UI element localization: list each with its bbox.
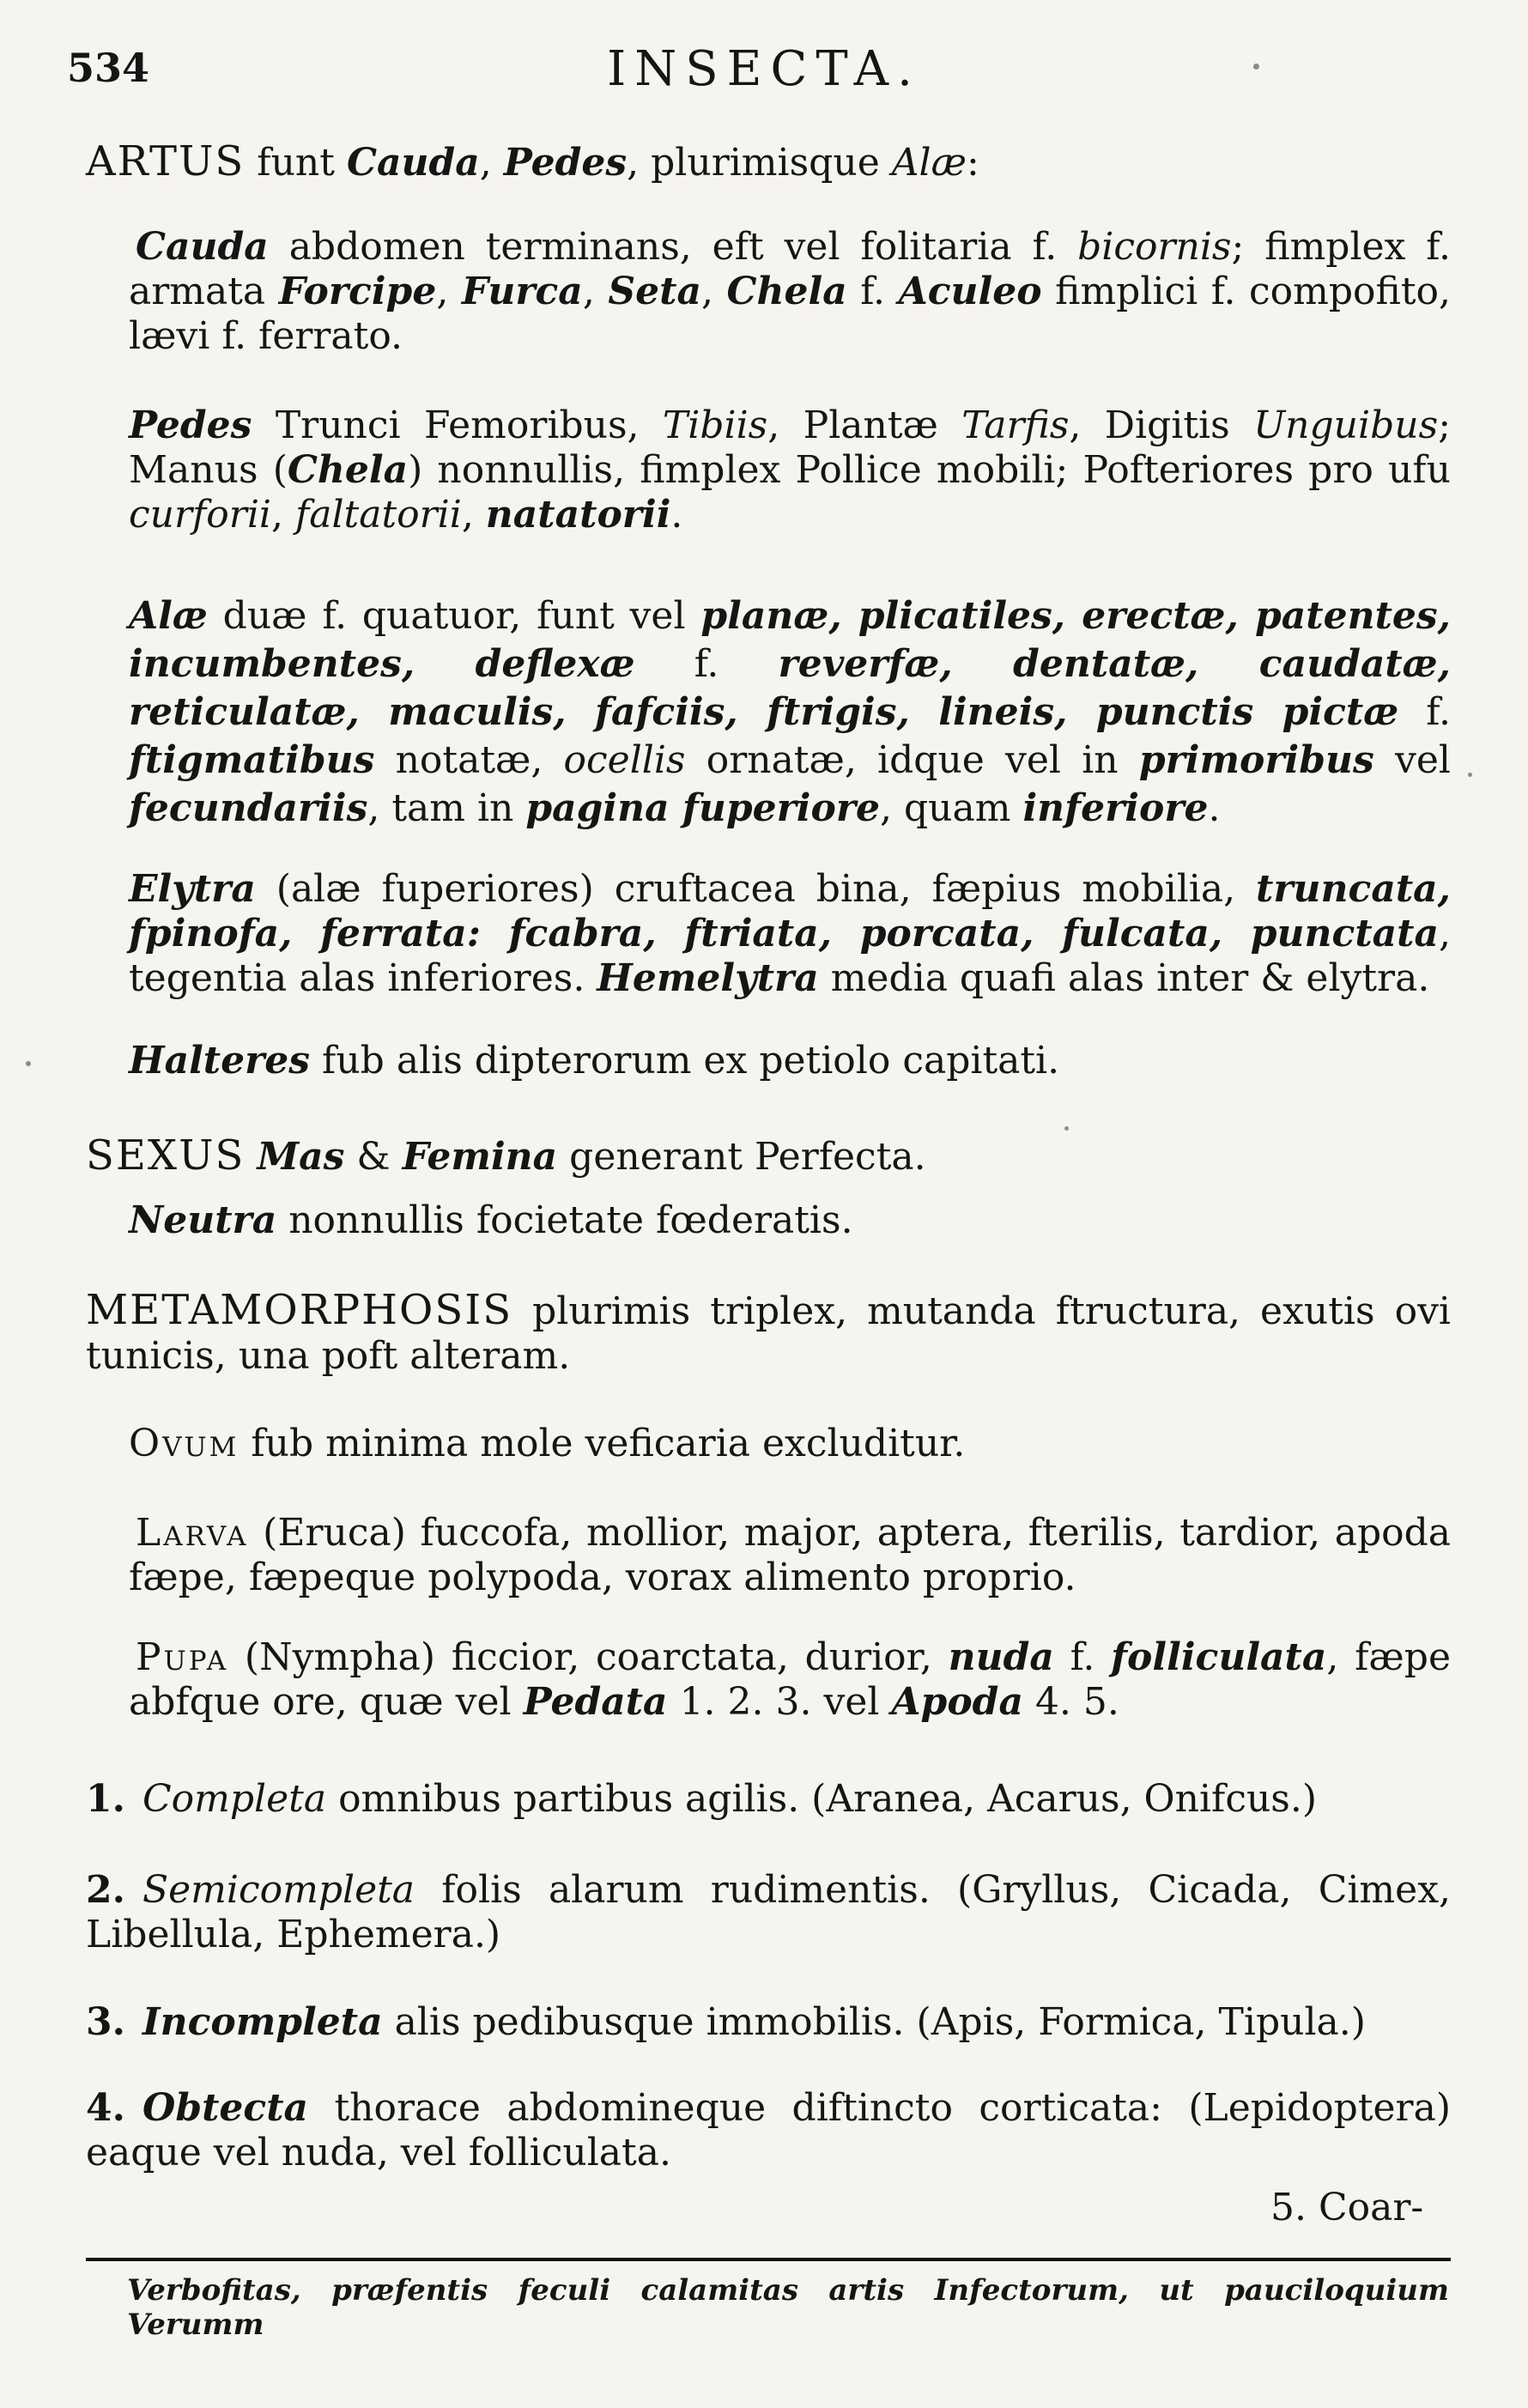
cauda-t1: abdomen terminans, eft vel folitaria f. — [268, 225, 1078, 269]
larva-t1: (Eruca) fuccofa, mollior, major, aptera, fterilis, tardior, apoda fæpe, fæpeque polypoda, vorax alimento proprio. — [129, 1511, 1451, 1599]
pedes-term: Pedes — [129, 403, 252, 447]
ovum-term: Ovum — [129, 1422, 240, 1465]
alae-t9: . — [1208, 786, 1221, 830]
type-desc: omnibus partibus agilis. (Aranea, Acarus, Onifcus.) — [326, 1777, 1318, 1821]
larva-paragraph — [129, 1511, 1451, 1600]
elytra-paragraph — [129, 867, 1451, 1001]
artus-text-b: , — [479, 141, 504, 185]
alae-pagina: pagina fuperiore — [525, 786, 881, 830]
pedes-t1: Trunci Femoribus, — [252, 403, 663, 447]
elytra-t1: (alæ fuperiores) cruftacea bina, fæpius mobilia, — [255, 867, 1257, 911]
cauda-chela: Chela — [726, 270, 847, 313]
cauda-t6: f. — [846, 270, 899, 313]
alae-t6: vel — [1373, 738, 1451, 782]
alae-secundariis: fecundariis — [129, 786, 368, 830]
pedes-t4: ; Manus ( — [129, 403, 1452, 492]
alae-t5: ornatæ, idque vel in — [685, 738, 1139, 782]
artus-head: ARTUS — [86, 137, 246, 185]
print-speck — [1468, 773, 1472, 777]
alae-t4: notatæ, — [374, 738, 564, 782]
pedes-tarsis: Tarfis — [961, 403, 1070, 447]
neutra-line — [129, 1198, 1451, 1243]
alae-term: Alæ — [129, 594, 208, 638]
type-number: 4. — [86, 2086, 125, 2130]
pupa-t5: 4. 5. — [1022, 1680, 1119, 1724]
sexus-line — [86, 1133, 1459, 1180]
page-number: 534 — [67, 45, 150, 91]
alae-t7: , tam in — [367, 786, 526, 830]
pedes-t6: , — [270, 493, 295, 537]
pedes-natatorii: natatorii — [485, 493, 671, 537]
artus-text-c: , plurimisque — [627, 141, 892, 185]
cauda-t5: , — [700, 270, 727, 313]
pupa-paragraph — [129, 1635, 1451, 1725]
cauda-t3: , — [436, 270, 462, 313]
type-item-1 — [86, 1777, 1451, 1822]
running-title: INSECTA. — [607, 41, 921, 97]
pupa-t4: 1. 2. 3. vel — [667, 1680, 892, 1724]
alae-stigmatibus: ftigmatibus — [129, 738, 375, 782]
metamorphosis-t1: plurimis triplex, mutanda ftructura, exutis ovi tunicis, una poft alteram. — [86, 1289, 1451, 1378]
sexus-head: SEXUS — [86, 1131, 246, 1180]
type-desc: thorace abdomineque diftincto corticata: (Lepidoptera) eaque vel nuda, vel folliculata. — [86, 2086, 1451, 2174]
cauda-t4: , — [582, 270, 609, 313]
footnote-rule — [86, 2258, 1451, 2261]
sexus-t2: generant Perfecta. — [557, 1135, 926, 1179]
pedes-saltatorii: faltatorii — [294, 493, 462, 537]
catchword: 5. Coar- — [1270, 2186, 1424, 2229]
pedes-unguibus: Unguibus — [1253, 403, 1439, 447]
pupa-t1: (Nympha) ficcior, coarctata, durior, — [228, 1635, 949, 1679]
ovum-paragraph — [129, 1422, 1451, 1466]
sexus-mas: Mas — [257, 1135, 345, 1179]
alae-list2: reverfæ, dentatæ, caudatæ, reticulatæ, maculis, fafciis, ftrigis, lineis, punctis pictæ — [129, 642, 1451, 734]
pupa-folliculata: folliculata — [1111, 1635, 1327, 1679]
print-speck — [1253, 64, 1259, 70]
elytra-hemelytra: Hemelytra — [597, 956, 819, 1000]
pupa-apoda: Apoda — [891, 1680, 1023, 1724]
sexus-t3: nonnullis focietate fœderatis. — [276, 1198, 853, 1242]
alae-primoribus: primoribus — [1138, 738, 1374, 782]
pedes-paragraph — [129, 403, 1451, 537]
type-name: Obtecta — [142, 2086, 309, 2130]
elytra-term: Elytra — [129, 867, 256, 911]
pedes-chela: Chela — [287, 448, 409, 492]
pedes-t8: . — [670, 493, 683, 537]
pedes-t5: ) nonnullis, fimplex Pollice mobili; Pofteriores pro ufu — [408, 448, 1451, 492]
cauda-t2: ; fimplex f. armata — [129, 225, 1451, 313]
elytra-t2: , tegentia alas inferiores. — [129, 912, 1451, 1000]
type-number: 1. — [86, 1777, 125, 1821]
pupa-t2: f. — [1053, 1635, 1112, 1679]
artus-text-d: : — [966, 141, 979, 185]
ovum-t1: fub minima mole veficaria excluditur. — [239, 1422, 966, 1465]
cauda-bicornis: bicornis — [1077, 225, 1232, 269]
footnote: Verbofitas, præfentis feculi calamitas artis Infectorum, ut pauciloquium Verumm — [127, 2273, 1449, 2342]
type-number: 3. — [86, 2000, 125, 2044]
artus-cauda: Cauda — [346, 141, 480, 185]
cauda-aculeo: Aculeo — [898, 270, 1042, 313]
artus-alae: Alæ — [891, 141, 967, 185]
metamorphosis-head: METAMORPHOSIS — [86, 1286, 513, 1334]
type-name: Incompleta — [142, 2000, 383, 2044]
pedes-tibiis: Tibiis — [662, 403, 768, 447]
type-item-4 — [86, 2086, 1451, 2175]
type-desc: alis pedibusque immobilis. (Apis, Formica, Tipula.) — [382, 2000, 1366, 2044]
artus-pedes: Pedes — [503, 141, 628, 185]
type-desc: folis alarum rudimentis. (Gryllus, Cicada, Cimex, Libellula, Ephemera.) — [86, 1868, 1451, 1956]
larva-term: Larva — [136, 1511, 249, 1555]
alae-t2: f. — [634, 642, 779, 686]
print-speck — [1064, 1126, 1069, 1131]
metamorphosis-paragraph — [86, 1288, 1451, 1379]
type-item-2 — [86, 1868, 1451, 1957]
type-name: Completa — [142, 1777, 327, 1821]
cauda-seta: Seta — [608, 270, 701, 313]
pupa-term: Pupa — [136, 1635, 229, 1679]
cauda-paragraph — [129, 225, 1451, 359]
elytra-t3: media quafi alas inter & elytra. — [818, 956, 1430, 1000]
pedes-t3: , Digitis — [1069, 403, 1254, 447]
pedes-cursorii: curforii — [129, 493, 271, 537]
type-number: 2. — [86, 1868, 125, 1912]
halteres-paragraph — [129, 1039, 1451, 1083]
pupa-nuda: nuda — [948, 1635, 1054, 1679]
cauda-forcipe: Forcipe — [278, 270, 437, 313]
halteres-t1: fub alis dipterorum ex petiolo capitati. — [310, 1039, 1060, 1083]
sexus-femina: Femina — [402, 1135, 558, 1179]
elytra-list: truncata, fpinofa, ferrata: fcabra, ftriata, porcata, fulcata, punctata — [129, 867, 1451, 955]
artus-text-a: funt — [245, 141, 347, 185]
cauda-t7: fimplici f. compofito, lævi f. ferrato. — [129, 270, 1452, 358]
artus-heading-line — [86, 139, 1459, 185]
sexus-t1: & — [344, 1135, 403, 1179]
cauda-term: Cauda — [136, 225, 269, 269]
alae-list1: planæ, plicatiles, erectæ, patentes, incumbentes, deflexæ — [129, 594, 1451, 686]
alae-t3: f. — [1398, 690, 1451, 734]
alae-paragraph — [129, 592, 1451, 833]
type-item-3 — [86, 2000, 1451, 2045]
pupa-pedata: Pedata — [523, 1680, 668, 1724]
cauda-furca: Furca — [461, 270, 583, 313]
pedes-t7: , — [461, 493, 486, 537]
alae-t1: duæ f. quatuor, funt vel — [207, 594, 701, 638]
alae-ocellis: ocellis — [563, 738, 686, 782]
alae-t8: , quam — [880, 786, 1023, 830]
sexus-neutra: Neutra — [129, 1198, 277, 1242]
pupa-t3: , fæpe abfque ore, quæ vel — [129, 1635, 1451, 1724]
halteres-term: Halteres — [129, 1039, 311, 1083]
alae-inferiore: inferiore — [1022, 786, 1209, 830]
print-speck — [26, 1061, 31, 1066]
pedes-t2: , Plantæ — [767, 403, 962, 447]
type-name: Semicompleta — [142, 1868, 415, 1912]
